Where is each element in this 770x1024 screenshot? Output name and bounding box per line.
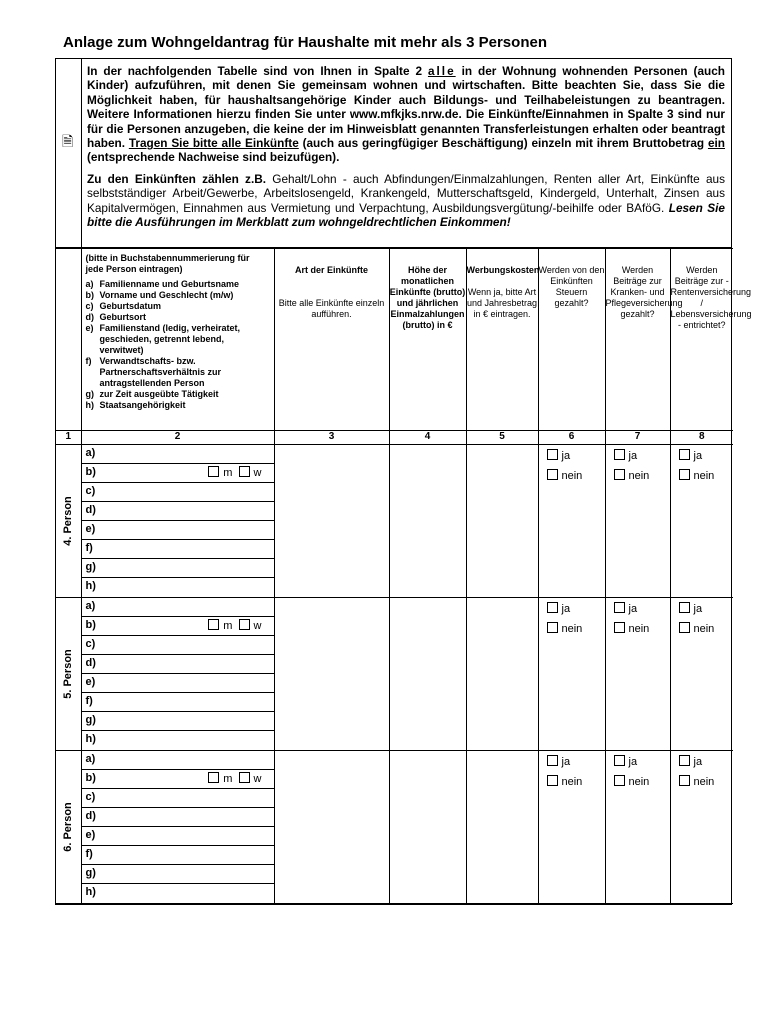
checkbox-ja[interactable]	[547, 449, 558, 460]
person-field-b[interactable]: b) m w	[82, 617, 274, 636]
instructions-box	[56, 59, 731, 248]
steuern-ja-option[interactable]: ja	[547, 752, 605, 772]
person-field-c[interactable]: c)	[82, 483, 274, 502]
checkbox-ja[interactable]	[614, 755, 625, 766]
person-field-a[interactable]: a)	[82, 445, 274, 464]
instructions-paragraph-2: Zu den Einkünften zählen z.B. Gehalt/Lohn - auch Abfindungen/Einmalzahlungen, Renten aller Art, Einkünfte aus selbstständiger Arbeit/Gewerbe, Arbeitslosengeld, Krankengeld, Mutterschaftsgeld, Kindergeld, Unterhalt, Zinsen aus Kapitalvermögen, Einnahmen aus Vermietung und Verpachtung, Ausbildungsvergütung/-beihilfe oder BAföG. Lesen Sie bitte die Ausführungen im Merkblatt zum wohngeldrechtlichen Einkommen!	[87, 171, 725, 230]
instructions-paragraph-1: In der nachfolgenden Tabelle sind von Ihnen in Spalte 2 alle in der Wohnung wohnenden Personen (auch Kinder) aufzuführen, mit denen Sie gemeinsam wohnen und wirtschaften. Bitte beachten Sie, dass Sie die Möglichkeit haben, für haushaltsangehörige Kinder auch Bildungs- und Teilhabeleistungen zu beantragen. Weitere Informationen hierzu finden Sie unter www.mfkjks.nrw.de. Die Einkünfte/Einnahmen in Spalte 3 sind nur für die Personen anzugeben, die keine der im Hinweisblatt genannten Transferleistungen erhalten oder beantragt haben. Tragen Sie bitte alle Einkünfte (auch aus geringfügiger Beschäftigung) einzeln mit ihrem Bruttobetrag ein (entsprechende Nachweise sind beizufügen).	[87, 64, 725, 165]
col7-header: Werden Beiträge zur Kranken- und Pflegeversicherung gezahlt?	[605, 249, 670, 431]
renten-ja-option[interactable]: ja	[679, 446, 734, 466]
person-fields	[81, 598, 274, 751]
renten-nein-option[interactable]: nein	[679, 619, 734, 639]
person-field-f[interactable]: f)	[82, 540, 274, 559]
col-number: 8	[670, 431, 733, 445]
person-label: 6. Person	[56, 751, 81, 904]
checkbox-m[interactable]	[208, 466, 219, 477]
checkbox-nein[interactable]	[679, 775, 690, 786]
werbungskosten-cell[interactable]	[466, 598, 538, 751]
form-frame	[55, 58, 752, 905]
person-fields	[81, 445, 274, 598]
krankenversicherung-cell	[605, 751, 670, 904]
person-field-c[interactable]: c)	[82, 636, 274, 655]
renten-ja-option[interactable]: ja	[679, 752, 734, 772]
person-field-b[interactable]: b) m w	[82, 770, 274, 789]
person-field-g[interactable]: g)	[82, 865, 274, 884]
werbungskosten-cell[interactable]	[466, 445, 538, 598]
col2-item: h) Staatsangehörigkeit	[85, 400, 186, 410]
checkbox-ja[interactable]	[679, 602, 690, 613]
renten-ja-option[interactable]: ja	[679, 599, 734, 619]
steuern-nein-option[interactable]: nein	[547, 466, 605, 486]
krankenversicherung-cell	[605, 598, 670, 751]
person-field-f[interactable]: f)	[82, 846, 274, 865]
note-icon: 🗎	[62, 133, 74, 149]
werbungskosten-cell[interactable]	[466, 751, 538, 904]
checkbox-nein[interactable]	[614, 775, 625, 786]
col2-item: g) zur Zeit ausgeübte Tätigkeit	[85, 389, 219, 399]
person-label: 4. Person	[56, 445, 81, 598]
kranken-ja-option[interactable]: ja	[614, 752, 670, 772]
person-field-a[interactable]: a)	[82, 751, 274, 770]
steuern-cell	[538, 751, 605, 904]
col2-item: d) Geburtsort	[85, 312, 147, 322]
person-fields	[81, 751, 274, 904]
col-number: 1	[56, 431, 81, 445]
col6-header: Werden von den Einkünften Steuern gezahlt?	[538, 249, 605, 431]
renten-nein-option[interactable]: nein	[679, 466, 734, 486]
col-number: 2	[81, 431, 274, 445]
col3-header: Art der Einkünfte Bitte alle Einkünfte einzeln aufführen.	[274, 249, 389, 431]
kranken-nein-option[interactable]: nein	[614, 466, 670, 486]
col2-item: c) Geburtsdatum	[85, 301, 162, 311]
income-type-cell[interactable]	[274, 751, 389, 904]
checkbox-ja[interactable]	[547, 602, 558, 613]
person-field-d[interactable]: d)	[82, 808, 274, 827]
checkbox-ja[interactable]	[679, 449, 690, 460]
column-number-row	[56, 431, 733, 445]
col-number: 5	[466, 431, 538, 445]
person-field-f[interactable]: f)	[82, 693, 274, 712]
checkbox-w[interactable]	[239, 772, 250, 783]
steuern-cell	[538, 445, 605, 598]
checkbox-ja[interactable]	[614, 602, 625, 613]
steuern-ja-option[interactable]: ja	[547, 446, 605, 466]
checkbox-nein[interactable]	[547, 469, 558, 480]
col4-header: Höhe der monatlichen Einkünfte (brutto) und jährlichen Einmalzahlungen (brutto) in €	[389, 249, 466, 431]
steuern-nein-option[interactable]: nein	[547, 772, 605, 792]
person-label: 5. Person	[56, 598, 81, 751]
checkbox-nein[interactable]	[547, 622, 558, 633]
checkbox-nein[interactable]	[614, 469, 625, 480]
person-field-e[interactable]: e)	[82, 521, 274, 540]
col5-header: Werbungskosten Wenn ja, bitte Art und Jahresbetrag in € eintragen.	[466, 249, 538, 431]
income-type-cell[interactable]	[274, 445, 389, 598]
person-field-h[interactable]: h)	[85, 733, 96, 745]
col2-item: f) Verwandtschafts- bzw. Partnerschaftsverhältnis zur antragstellenden Person	[85, 356, 222, 388]
col2-item-list	[86, 279, 270, 411]
person-field-g[interactable]: g)	[82, 559, 274, 578]
person-field-d[interactable]: d)	[82, 655, 274, 674]
checkbox-w[interactable]	[239, 466, 250, 477]
person-block	[56, 598, 733, 751]
checkbox-nein[interactable]	[547, 775, 558, 786]
persons-table	[56, 248, 752, 904]
checkbox-m[interactable]	[208, 772, 219, 783]
col2-header: (bitte in Buchstabennummerierung für jede Person eintragen) a) Familienname und Geburtsname b) Vorname und Geschlecht (m/w) c) Geburtsdatum d) Geburtsort e) Familienstand (ledig, verheiratet, geschieden, getrennt lebend, verwitwet) f) Verwandtschafts- bzw. Partnerschaftsverhältnis zur antragstellenden Person g) zur Zeit ausgeübte Tätigkeit h) Staatsangehörigkeit	[81, 249, 274, 431]
rentenversicherung-cell	[670, 445, 733, 598]
person-field-c[interactable]: c)	[82, 789, 274, 808]
checkbox-ja[interactable]	[679, 755, 690, 766]
kranken-nein-option[interactable]: nein	[614, 772, 670, 792]
person-field-g[interactable]: g)	[82, 712, 274, 731]
checkbox-nein[interactable]	[679, 622, 690, 633]
person-field-d[interactable]: d)	[82, 502, 274, 521]
renten-nein-option[interactable]: nein	[679, 772, 734, 792]
person-field-h[interactable]: h)	[85, 886, 96, 898]
form-title: Anlage zum Wohngeldantrag für Haushalte mit mehr als 3 Personen	[63, 34, 547, 51]
steuern-nein-option[interactable]: nein	[547, 619, 605, 639]
kranken-ja-option[interactable]: ja	[614, 599, 670, 619]
person-block	[56, 751, 733, 904]
col2-item: e) Familienstand (ledig, verheiratet, geschieden, getrennt lebend, verwitwet)	[85, 323, 241, 355]
person-field-e[interactable]: e)	[82, 827, 274, 846]
col2-item: a) Familienname und Geburtsname	[85, 279, 240, 289]
rentenversicherung-cell	[670, 751, 733, 904]
income-amount-cell[interactable]	[389, 751, 466, 904]
person-block	[56, 445, 733, 598]
steuern-cell	[538, 598, 605, 751]
krankenversicherung-cell	[605, 445, 670, 598]
checkbox-ja[interactable]	[547, 755, 558, 766]
kranken-ja-option[interactable]: ja	[614, 446, 670, 466]
checkbox-ja[interactable]	[614, 449, 625, 460]
person-field-b[interactable]: b) m w	[82, 464, 274, 483]
checkbox-m[interactable]	[208, 619, 219, 630]
kranken-nein-option[interactable]: nein	[614, 619, 670, 639]
income-type-cell[interactable]	[274, 598, 389, 751]
income-amount-cell[interactable]	[389, 445, 466, 598]
col8-header: Werden Beiträge zur - Rentenversicherung / Lebensversicherung - entrichtet?	[670, 249, 733, 431]
person-field-e[interactable]: e)	[82, 674, 274, 693]
col-number: 3	[274, 431, 389, 445]
header-row	[56, 249, 733, 431]
col-number: 7	[605, 431, 670, 445]
checkbox-nein[interactable]	[614, 622, 625, 633]
person-field-h[interactable]: h)	[85, 580, 96, 592]
col2-item: b) Vorname und Geschlecht (m/w)	[85, 290, 234, 300]
income-amount-cell[interactable]	[389, 598, 466, 751]
col-number: 6	[538, 431, 605, 445]
person-field-a[interactable]: a)	[82, 598, 274, 617]
steuern-ja-option[interactable]: ja	[547, 599, 605, 619]
checkbox-w[interactable]	[239, 619, 250, 630]
checkbox-nein[interactable]	[679, 469, 690, 480]
col-number: 4	[389, 431, 466, 445]
rentenversicherung-cell	[670, 598, 733, 751]
